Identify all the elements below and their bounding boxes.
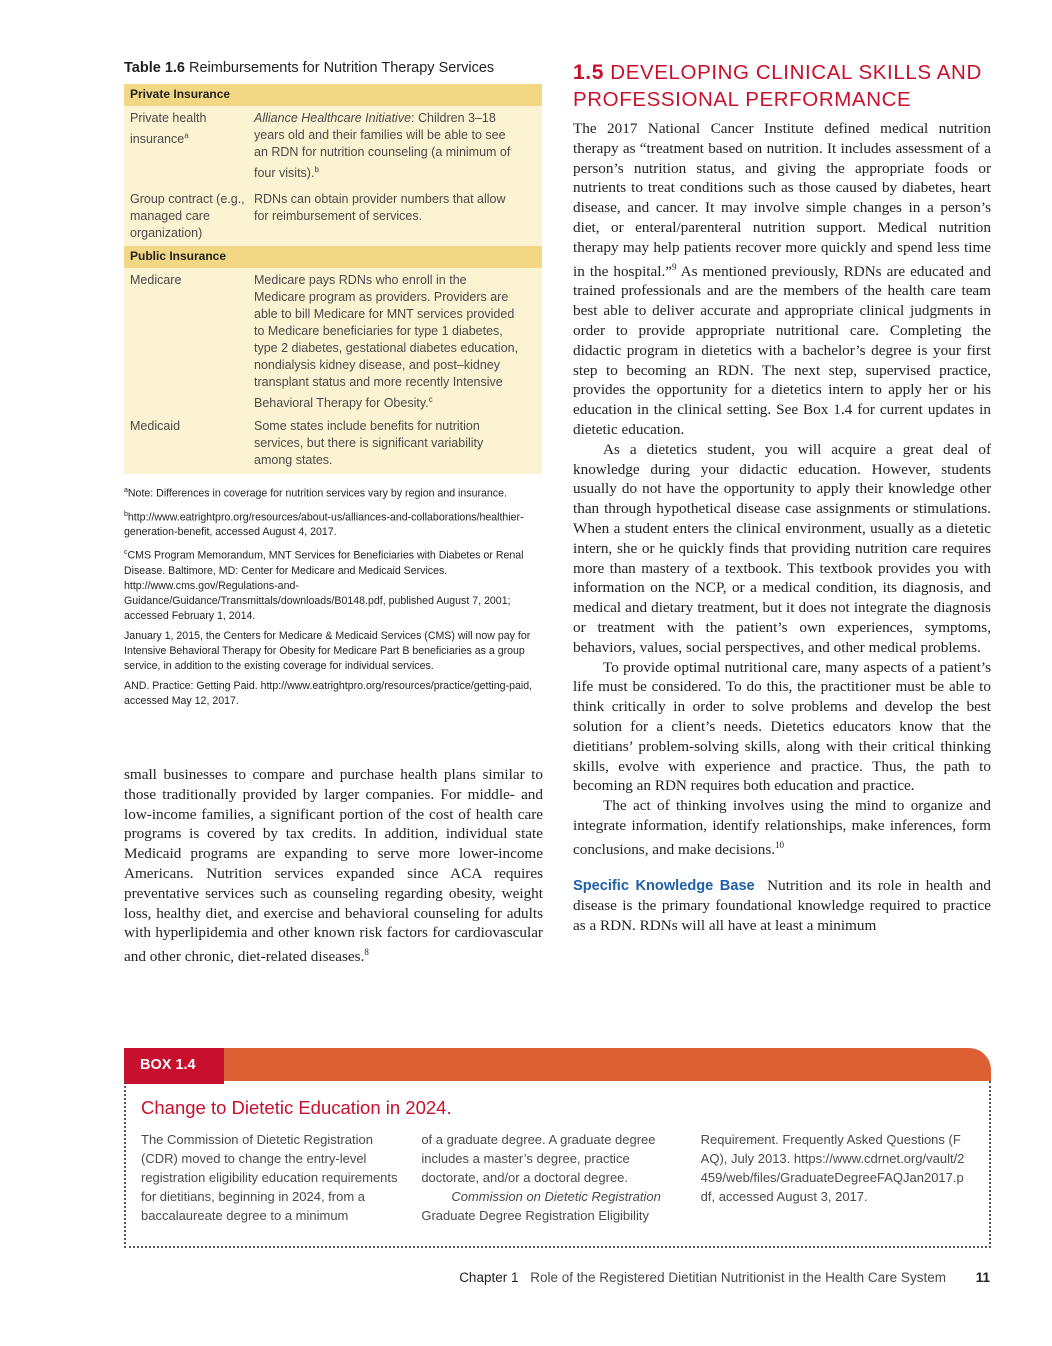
box-title: Change to Dietetic Education in 2024. [141, 1097, 452, 1118]
row-text: Some states include benefits for nutrition services, but there is significant variability among states. [254, 419, 484, 467]
table-note: $^b$http://www.eatrightpro.org/resources/about-us/alliances-and-collaborations/healthier-generation-benefit, accessed August 4, 2017. [124, 510, 524, 539]
subsection-heading: Specific Knowledge Base [573, 877, 755, 894]
row-text: RDNs can obtain provider numbers that allow for reimbursement of services. [254, 192, 506, 223]
left-body-paragraph: small businesses to compare and purchase health plans similar to those traditionally provided by larger companies. For middle- and low-income families, a significant portion of the cost of health care programs is covered by tax credits. In addition, individual state Medicaid programs are expanding to serve more lower-income Americans. Nutrition services expanded since ACA requires preventative services such as counseling regarding obesity, weight loss, healthy diet, and exercise and behavioral counseling for adults with hyperlipidemia and other known risk factors for cardiovascular and other chronic, diet-related diseases.$^8$ [124, 766, 543, 966]
row-label: Private health insurance [130, 111, 207, 147]
footer-chapter: Chapter 1 [459, 1270, 519, 1285]
box-column: Requirement. Frequently Asked Questions (FAQ), July 2013. https://www.cdrnet.org/vault/2459/web/files/GraduateDegreeFAQJan2017.pdf, accessed August 3, 2017. [700, 1132, 965, 1204]
table-title: Reimbursements for Nutrition Therapy Services [189, 60, 495, 76]
table-row: Private health insurance$^a$ Alliance Healthcare Initiative: Children 3–18 years old and their families will be able to see an RDN for nutrition counseling (a minimum of four visits).$^b$ [124, 106, 542, 187]
box-column: of a graduate degree. A graduate degree includes a master’s degree, practice doctorate, and/or a doctoral degree. Commission on Dietetic Registration Graduate Degree Registration Eligibility [421, 1132, 661, 1223]
body-paragraph: As a dietetics student, you will acquire a great deal of knowledge during your didactic education. However, students usually do not have the opportunity to apply their knowledge other than through hypothetical disease case assignments or stimulations. When a student enters the clinical environment, usually as a dietetic intern, she or he quickly finds that providing nutrition care requires more than mastery of a textbook. This textbook provides you with information on the NCP, or a medical condition, its diagnosis, and medical and dietary treatment, but it does not integrate the diagnosis or treatment with the patient’s own experiences, symptoms, behaviors, values, social perspectives, and other medical problems. [573, 440, 991, 656]
table-1-6 [124, 60, 542, 714]
section-heading [573, 60, 991, 113]
table-caption [124, 60, 542, 76]
box-1-4 [124, 1048, 991, 1248]
box-body [141, 1130, 981, 1225]
table-note: AND. Practice: Getting Paid. http://www.eatrightpro.org/resources/practice/getting-paid, accessed May 12, 2017. [124, 679, 533, 707]
table-notes [124, 483, 542, 709]
table-row [124, 187, 542, 246]
page-number: 11 [975, 1270, 990, 1285]
box-frame [124, 1081, 991, 1248]
table-section-heading: Private Insurance [124, 84, 542, 106]
box-label: BOX 1.4 [124, 1048, 224, 1084]
table-label: Table 1.6 [124, 60, 185, 76]
table-row [124, 414, 542, 474]
body-paragraph: To provide optimal nutritional care, many aspects of a patient’s life must be considered. To do this, the practitioner must be able to think critically in order to solve problems and develop the best solution for a client’s needs. Dietetics educators know that the dietitians’ problem-solving skills, along with their critical thinking skills, evolve with experience and practice. Thus, the path to becoming an RDN requires both education and practice. [573, 658, 991, 795]
page-footer [0, 1270, 990, 1285]
section-1-5 [573, 60, 991, 936]
row-label: Medicaid [130, 419, 181, 433]
initiative-name: Alliance Healthcare Initiative [254, 111, 412, 125]
row-text: : Children 3–18 years old and their families will be able to see an RDN for nutrition counseling (a minimum of four visits). [254, 111, 511, 181]
box-header-bar [124, 1048, 991, 1081]
table-note: January 1, 2015, the Centers for Medicare & Medicaid Services (CMS) will now pay for Intensive Behavioral Therapy for Obesity for Medicare Part B beneficiaries as a group service, in addition to the existing coverage for individual services. [124, 629, 531, 672]
row-label: Group contract (e.g., managed care organization) [130, 192, 245, 240]
box-column: The Commission of Dietetic Registration (CDR) moved to change the entry-level registration eligibility education requirements for dietitians, beginning in 2024, from a baccalaureate degree to a minimum [141, 1132, 398, 1223]
row-text: Medicare pays RDNs who enroll in the Medicare program as providers. Providers are able to bill Medicare for MNT services provided to Medicare beneficiaries for type 1 diabetes, type 2 diabetes, gestational diabetes education, nondialysis kidney disease, and post–kidney transplant status and more recently Intensive Behavioral Therapy for Obesity. [254, 273, 519, 411]
body-paragraph: The 2017 National Cancer Institute defined medical nutrition therapy as “treatment based on nutrition. It includes assessment of a person’s nutrition status, and giving the appropriate foods or nutrients to treat conditions such as those caused by diabetes, heart disease, and cancer. It may involve simple changes in a person’s diet, or enteral/parenteral nutrition support. Medical nutrition therapy may help patients recover more quickly and spend less time in the hospital.”$^9$ As mentioned previously, RDNs are educated and trained professionals and are the members of the health care team best able to deliver accurate and appropriate clinical judgments in order to provide appropriate nutritional care. Completing the didactic program in dietetics with a bachelor’s degree is your first step to becoming an RDN. The next step, supervised practice, provides the opportunity for a dietetics intern to apply her or his education in the clinical setting. See Box 1.4 for current updates in dietetic education. [573, 120, 992, 439]
table-row: Medicare Medicare pays RDNs who enroll in the Medicare program as providers. Providers are able to bill Medicare for MNT services provided to Medicare beneficiaries for type 1 diabetes, type 2 diabetes, gestational diabetes education, nondialysis kidney disease, and post–kidney transplant status and more recently Intensive Behavioral Therapy for Obesity.$^c$ [124, 268, 542, 414]
section-title: DEVELOPING CLINICAL SKILLS AND PROFESSIONAL PERFORMANCE [573, 61, 982, 111]
footer-title: Role of the Registered Dietitian Nutritionist in the Health Care System [530, 1270, 946, 1285]
body-paragraph: The act of thinking involves using the mind to organize and integrate information, identify relationships, make inferences, form conclusions, and make decisions.$^{10}$ [573, 797, 991, 858]
section-number: 1.5 [573, 61, 604, 84]
body-paragraph: Specific Knowledge Base Nutrition and its role in health and disease is the primary foundational knowledge required to practice as a RDN. RDNs will all have at least a minimum [573, 876, 991, 935]
table-note: $^a$Note: Differences in coverage for nutrition services vary by region and insurance. [124, 487, 507, 500]
row-label: Medicare [130, 273, 182, 287]
table-section-heading: Public Insurance [124, 246, 542, 268]
table-note: $^c$CMS Program Memorandum, MNT Services for Beneficiaries with Diabetes or Renal Disease. Baltimore, MD: Center for Medicare and Medicaid Services. http://www.cms.gov/Regulations-and-Guidance/Guidance/Transmittals/downloads/B0148.pdf, published August 7, 2001; accessed February 1, 2014. [124, 549, 524, 622]
